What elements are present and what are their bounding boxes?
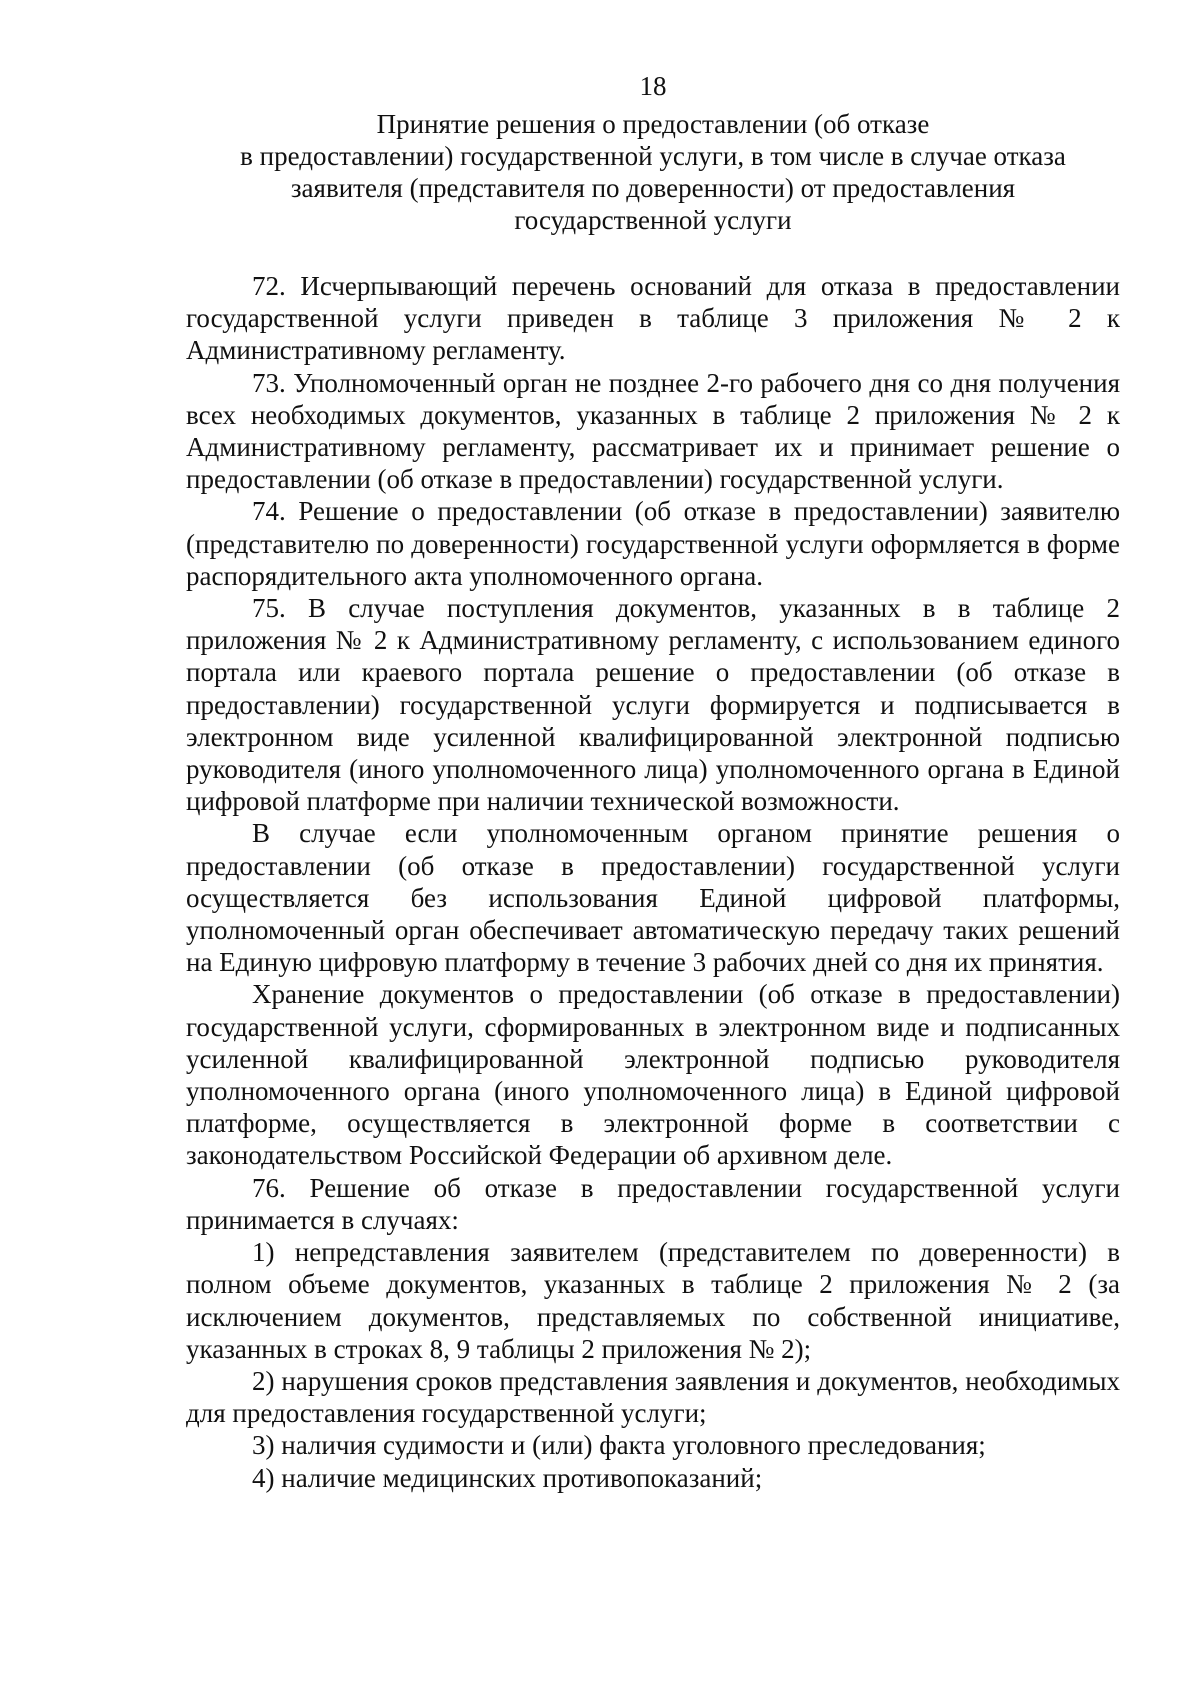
list-item-1: 1) непредставления заявителем (представителем по доверенности) в полном объеме документов, указанных в таблице 2 приложения № 2 (за исключением документов, представляемых по собственной инициативе, указанных в строках 8, 9 таблицы 2 приложения № 2); <box>186 1237 1120 1364</box>
heading-line: заявителя (представителя по доверенности) от предоставления <box>290 173 1016 203</box>
list-item-4: 4) наличие медицинских противопоказаний; <box>252 1462 763 1493</box>
heading-line: в предоставлении) государственной услуги, в том числе в случае отказа <box>240 141 1066 171</box>
paragraph-75-storage: Хранение документов о предоставлении (об отказе в предоставлении) государственной услуги, сформированных в электронном виде и подписанных усиленной квалифицированной электронной подписью руководителя уполномоченного органа (иного уполномоченного лица) в Единой цифровой платформе, осуществляется в электронной форме в соответствии с законодательством Российской Федерации об архивном деле. <box>186 979 1120 1171</box>
list-item-2: 2) нарушения сроков представления заявления и документов, необходимых для предоставления государственной услуги; <box>186 1365 1120 1429</box>
document-body <box>186 270 1120 1494</box>
paragraph-72: 72. Исчерпывающий перечень оснований для отказа в предоставлении государственной услуги приведен в таблице 3 приложения № 2 к Административному регламенту. <box>186 271 1120 366</box>
paragraph-73: 73. Уполномоченный орган не позднее 2-го рабочего дня со дня получения всех необходимых документов, указанных в таблице 2 приложения № 2 к Административному регламенту, рассматривает их и принимает решение о предоставлении (об отказе в предоставлении) государственной услуги. <box>186 367 1120 495</box>
section-heading <box>156 108 1150 236</box>
paragraph-74: 74. Решение о предоставлении (об отказе в предоставлении) заявителю (представителю по доверенности) государственной услуги оформляется в форме распорядительного акта уполномоченного органа. <box>186 496 1120 591</box>
document-page <box>186 70 1120 1494</box>
heading-line: Принятие решения о предоставлении (об отказе <box>376 109 930 139</box>
paragraph-75-platform: В случае если уполномоченным органом принятие решения о предоставлении (об отказе в предоставлении) государственной услуги осуществляется без использования Единой цифровой платформы, уполномоченный орган обеспечивает автоматическую передачу таких решений на Единую цифровую платформу в течение 3 рабочих дней со дня их принятия. <box>186 818 1120 978</box>
paragraph-75: 75. В случае поступления документов, указанных в в таблице 2 приложения № 2 к Административному регламенту, с использованием единого портала или краевого портала решение о предоставлении (об отказе в предоставлении) государственной услуги формируется и подписывается в электронном виде усиленной квалифицированной электронной подписью руководителя (иного уполномоченного лица) уполномоченного органа в Единой цифровой платформе при наличии технической возможности. <box>186 593 1120 817</box>
list-item-3: 3) наличия судимости и (или) факта уголовного преследования; <box>252 1430 986 1461</box>
heading-line: государственной услуги <box>514 205 792 235</box>
paragraph-76: 76. Решение об отказе в предоставлении государственной услуги принимается в случаях: <box>186 1172 1120 1235</box>
page-number: 18 <box>639 71 667 101</box>
